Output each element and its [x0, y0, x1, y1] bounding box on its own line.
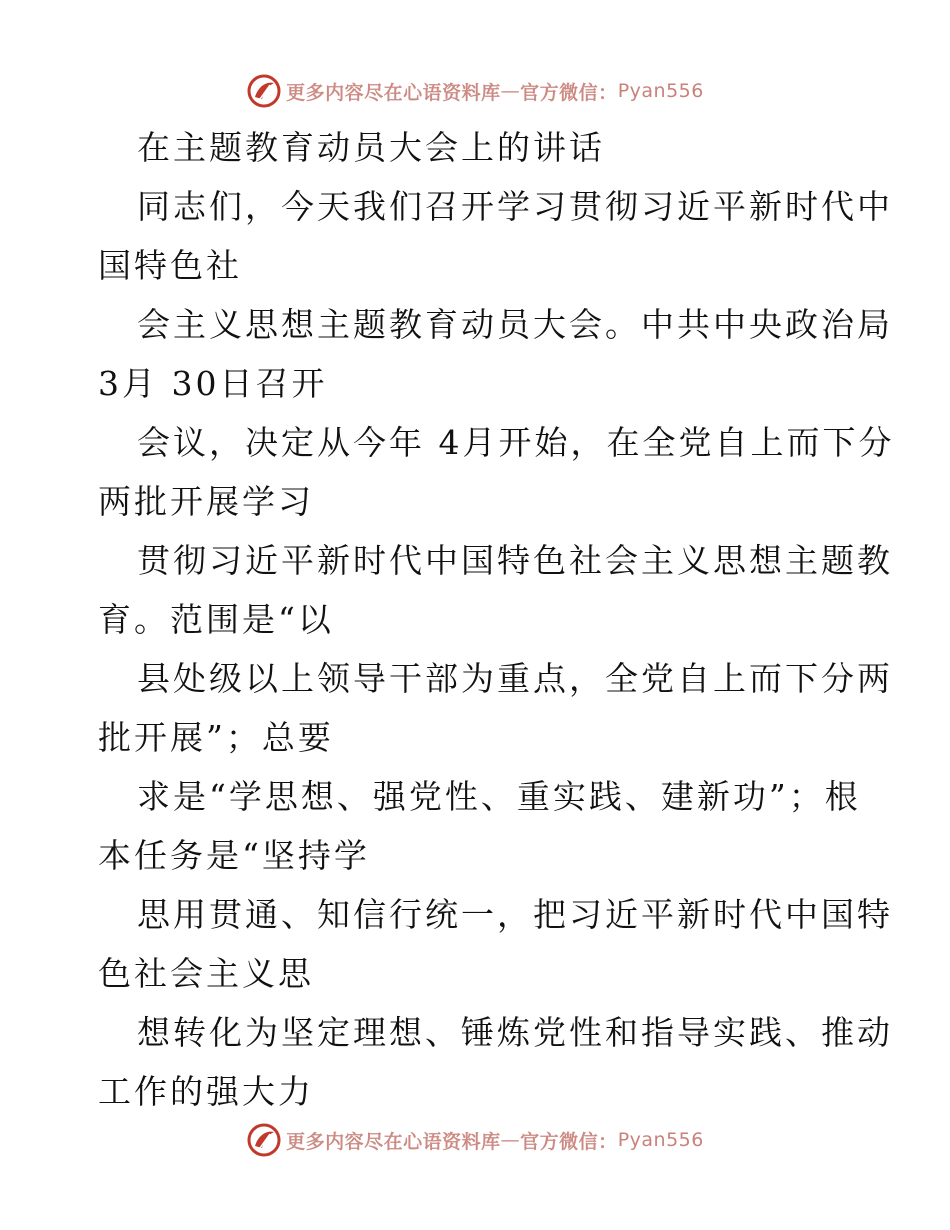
watermark-wechat-label: 官方微信： — [520, 1130, 618, 1153]
text-line: 县处级以上领导干部为重点，全党自上而下分两 — [137, 659, 893, 698]
text-line: 3月 30日召开 — [98, 364, 328, 403]
watermark-wechat-id: Pyan556 — [617, 80, 704, 102]
watermark-brand: 更多内容尽在心语资料库 — [286, 1130, 501, 1153]
watermark-brand: 更多内容尽在心语资料库 — [286, 81, 501, 104]
text-line: 贯彻习近平新时代中国特色社会主义思想主题教 — [137, 541, 893, 580]
text-line: 想转化为坚定理想、锤炼党性和指导实践、推动 — [137, 1013, 893, 1052]
watermark-wechat-label: 官方微信： — [520, 81, 618, 104]
text-line: 两批开展学习 — [98, 482, 314, 521]
watermark-wechat-id: Pyan556 — [617, 1129, 704, 1151]
text-line: 会议，决定从今年 4月开始，在全党自上而下分 — [137, 423, 895, 462]
text-line: 同志们，今天我们召开学习贯彻习近平新时代中 — [137, 187, 893, 226]
watermark-separator: — — [500, 80, 521, 102]
document-title: 在主题教育动员大会上的讲话 — [137, 128, 605, 167]
text-line: 色社会主义思 — [98, 954, 314, 993]
footer-watermark — [0, 1120, 950, 1160]
header-watermark — [0, 71, 950, 111]
text-line: 国特色社 — [98, 246, 242, 285]
brand-logo-icon — [246, 73, 282, 109]
text-line: 工作的强大力 — [98, 1072, 314, 1111]
text-line: 求是“学思想、强党性、重实践、建新功”；根 — [137, 777, 861, 816]
text-line: 会主义思想主题教育动员大会。中共中央政治局 — [137, 305, 893, 344]
text-line: 本任务是“坚持学 — [98, 836, 370, 875]
text-line: 育。范围是“以 — [98, 600, 334, 639]
text-line: 思用贯通、知信行统一，把习近平新时代中国特 — [137, 895, 893, 934]
document-body — [98, 118, 895, 1121]
text-line: 批开展”；总要 — [98, 718, 334, 757]
brand-logo-icon — [246, 1122, 282, 1158]
watermark-separator: — — [500, 1129, 521, 1151]
